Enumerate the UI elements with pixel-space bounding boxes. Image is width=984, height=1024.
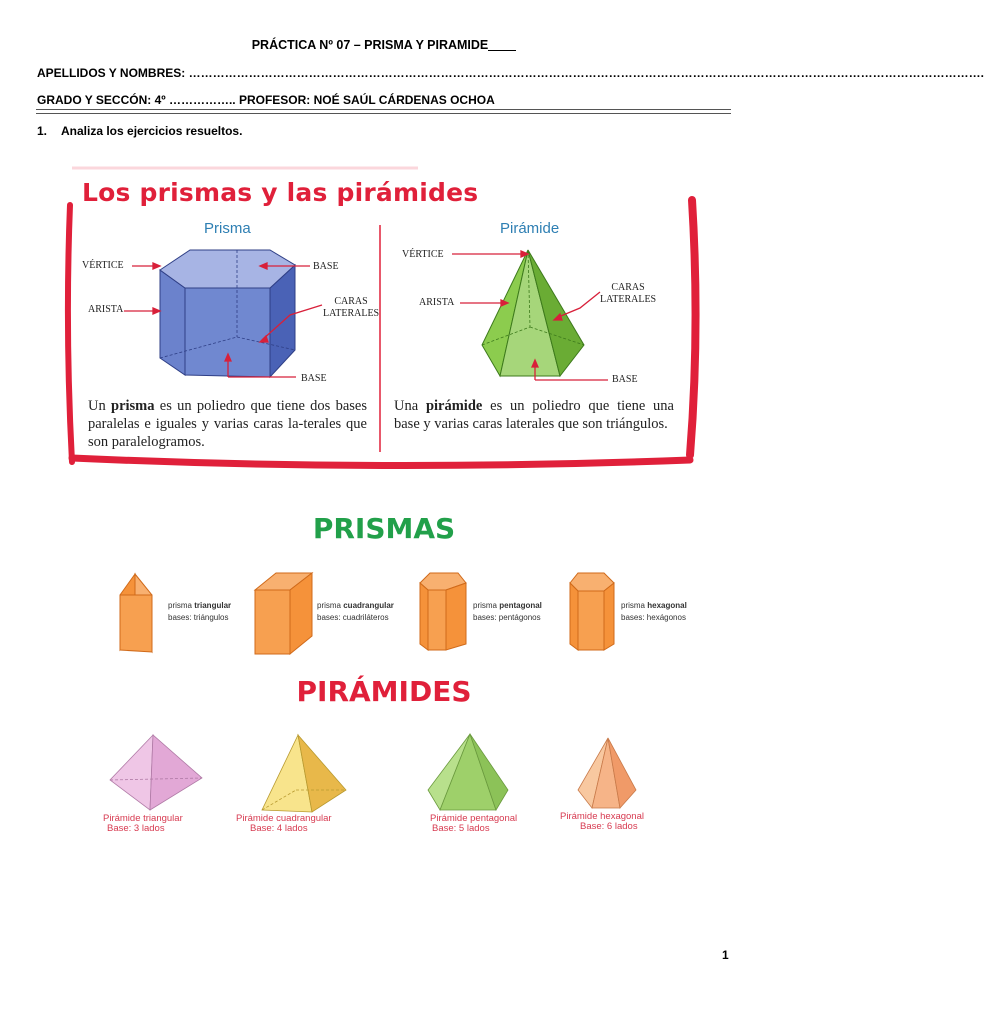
pyramid-faces-label: CARAS LATERALES: [600, 282, 657, 305]
prism-quadrangular-label: prisma cuadrangular bases: cuadriláteros: [317, 601, 394, 622]
pyramid-quadrangular-label: Pirámide cuadrangular Base: 4 lados: [236, 813, 332, 834]
pyramid-edge-label: ARISTA: [419, 297, 455, 308]
prism-edge-label: ARISTA: [88, 304, 124, 315]
grade-teacher-line: GRADO Y SECCÓN: 4º …………….. PROFESOR: NOÉ SAÚL CÁRDENAS OCHOA: [37, 93, 495, 107]
prism-base-bottom-label: BASE: [301, 373, 327, 384]
prism-vertex-label: VÉRTICE: [82, 260, 124, 271]
prism-heading: Prisma: [204, 220, 251, 237]
page-title: PRÁCTICA Nº 07 – PRISMA Y PIRAMIDE: [0, 38, 768, 52]
page-number: 1: [722, 948, 729, 962]
pentagonal-pyramid-icon: [428, 734, 508, 810]
prism-base-top-label: BASE: [313, 261, 339, 272]
pyramid-definition: Una pirámide es un poliedro que tiene una base y varias caras laterales que son triángulos.: [394, 398, 674, 432]
instruction-text: Analiza los ejercicios resueltos.: [61, 124, 243, 138]
prism-hexagonal-label: prisma hexagonal bases: hexágonos: [621, 601, 687, 622]
pyramid-hexagonal-label: Pirámide hexagonal Base: 6 lados: [560, 811, 644, 832]
panel-title: Los prismas y las pirámides: [82, 178, 479, 207]
prism-triangular-label: prisma triangular bases: triángulos: [168, 601, 232, 622]
pyramid-base-label: BASE: [612, 374, 638, 385]
prismas-heading: PRISMAS: [312, 512, 456, 545]
name-field-line: APELLIDOS Y NOMBRES: ……………………………………………………………………………………………………………………………………………………………………………….: [37, 66, 984, 80]
pyramid-pentagonal-label: Pirámide pentagonal Base: 5 lados: [430, 813, 518, 834]
piramides-heading: PIRÁMIDES: [296, 675, 472, 708]
prism-faces-label: CARAS LATERALES: [323, 296, 380, 319]
hexagonal-pyramid-icon: [578, 738, 636, 808]
triangular-pyramid-icon: [110, 735, 202, 810]
pyramid-heading: Pirámide: [500, 220, 560, 237]
prism-definition: Un prisma es un poliedro que tiene dos bases paralelas e iguales y varias caras la-terales que son paralelogramos.: [88, 398, 367, 450]
prism-pentagonal-label: prisma pentagonal bases: pentágonos: [473, 601, 542, 622]
pyramid-vertex-label: VÉRTICE: [402, 249, 444, 260]
pyramid-triangular-label: Pirámide triangular Base: 3 lados: [103, 813, 183, 834]
quadrangular-pyramid-icon: [262, 735, 346, 812]
instruction-number: 1.: [37, 124, 48, 138]
